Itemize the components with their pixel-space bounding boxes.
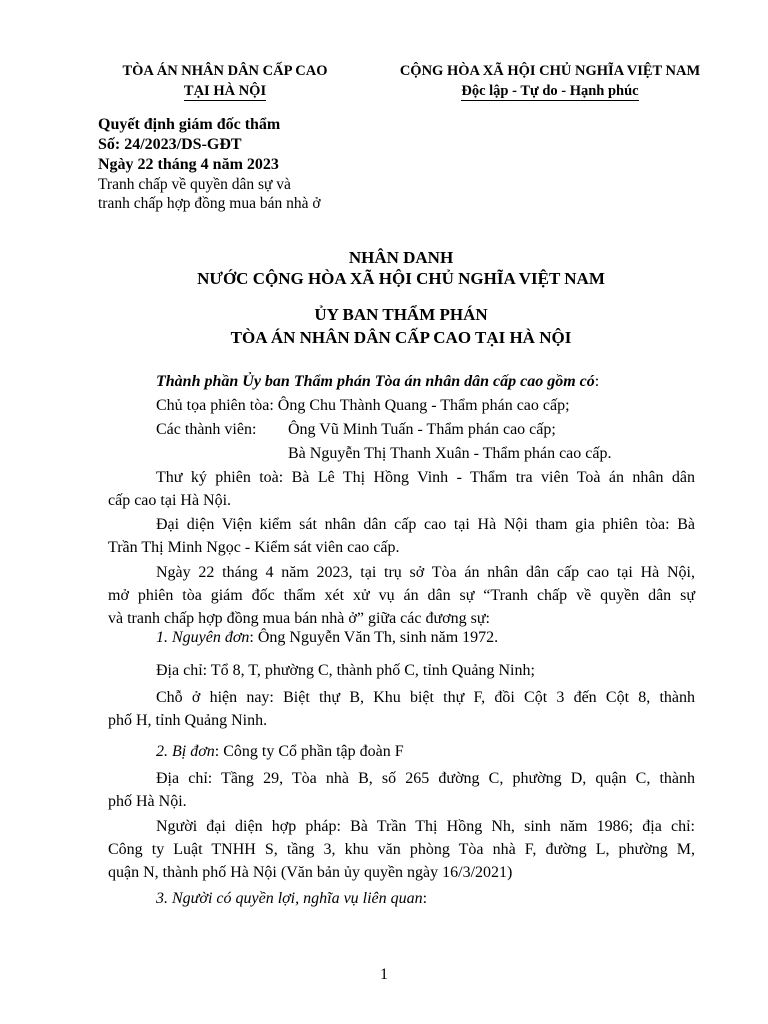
court-name-header bbox=[84, 61, 366, 101]
title-in-the-name: NHÂN DANH bbox=[348, 248, 454, 267]
plaintiff-residence-paragraph: Chỗ ở hiện nay: Biệt thự B, Khu biệt thự F, đồi Cột 3 đến Cột 8, thành phố H, tỉnh Quảng Ninh. bbox=[108, 689, 695, 729]
plaintiff-line: 1. Nguyên đơn: Ông Nguyễn Văn Th, sinh năm 1972. bbox=[156, 629, 499, 646]
case-subject-line2: tranh chấp hợp đồng mua bán nhà ở bbox=[98, 195, 321, 212]
member-1: Ông Vũ Minh Tuấn - Thẩm phán cao cấp; bbox=[288, 421, 556, 438]
secretary-paragraph: Thư ký phiên toà: Bà Lê Thị Hồng Vinh - Thẩm tra viên Toà án nhân dân cấp cao tại Hà Nội. bbox=[108, 469, 695, 509]
case-subject-line1: Tranh chấp về quyền dân sự và bbox=[98, 176, 291, 193]
court-name-line1: TÒA ÁN NHÂN DÂN CẤP CAO bbox=[122, 63, 328, 79]
decision-number: Số: 24/2023/DS-GĐT bbox=[98, 136, 242, 153]
procuracy-paragraph: Đại diện Viện kiểm sát nhân dân cấp cao tại Hà Nội tham gia phiên tòa: Bà Trần Thị Minh Ngọc - Kiểm sát viên cao cấp. bbox=[108, 516, 695, 556]
decision-date: Ngày 22 tháng 4 năm 2023 bbox=[98, 156, 279, 173]
court-name-line2: TẠI HÀ NỘI bbox=[183, 83, 267, 99]
members-label: Các thành viên: bbox=[156, 421, 257, 438]
nation-name: CỘNG HÒA XÃ HỘI CHỦ NGHĨA VIỆT NAM bbox=[399, 63, 701, 79]
chair-line: Chủ tọa phiên tòa: Ông Chu Thành Quang - Thẩm phán cao cấp; bbox=[156, 397, 570, 414]
decision-type: Quyết định giám đốc thẩm bbox=[98, 116, 281, 133]
composition-heading: Thành phần Ủy ban Thẩm phán Tòa án nhân dân cấp cao gồm có: bbox=[156, 373, 600, 390]
page-number: 1 bbox=[380, 966, 388, 983]
session-paragraph: Ngày 22 tháng 4 năm 2023, tại trụ sở Tòa án nhân dân cấp cao tại Hà Nội, mở phiên tòa giám đốc thẩm xét xử vụ án dân sự “Tranh chấp về quyền dân sự và tranh chấp hợp đồng mua bán nhà ở” giữa các đương sự: bbox=[108, 564, 695, 627]
title-committee: ỦY BAN THẨM PHÁN bbox=[314, 305, 488, 324]
plaintiff-address: Địa chỉ: Tổ 8, T, phường C, thành phố C, tỉnh Quảng Ninh; bbox=[156, 662, 535, 679]
title-nation: NƯỚC CỘNG HÒA XÃ HỘI CHỦ NGHĨA VIỆT NAM bbox=[197, 269, 605, 288]
national-motto: Độc lập - Tự do - Hạnh phúc bbox=[461, 83, 639, 99]
nation-motto-header bbox=[372, 61, 728, 101]
member-2: Bà Nguyễn Thị Thanh Xuân - Thẩm phán cao cấp. bbox=[288, 445, 612, 462]
representative-paragraph: Người đại diện hợp pháp: Bà Trần Thị Hồng Nh, sinh năm 1986; địa chỉ: Công ty Luật TNHH S, tầng 3, khu văn phòng Tòa nhà F, đường L, phường M, quận N, thành phố Hà Nội (Văn bản ủy quyền ngày 16/3/2021) bbox=[108, 818, 695, 881]
defendant-address-paragraph: Địa chỉ: Tầng 29, Tòa nhà B, số 265 đường C, phường D, quận C, thành phố Hà Nội. bbox=[108, 770, 695, 810]
title-court: TÒA ÁN NHÂN DÂN CẤP CAO TẠI HÀ NỘI bbox=[230, 328, 572, 347]
defendant-line: 2. Bị đơn: Công ty Cổ phần tập đoàn F bbox=[156, 743, 404, 760]
related-parties-heading: 3. Người có quyền lợi, nghĩa vụ liên quan: bbox=[156, 890, 428, 907]
